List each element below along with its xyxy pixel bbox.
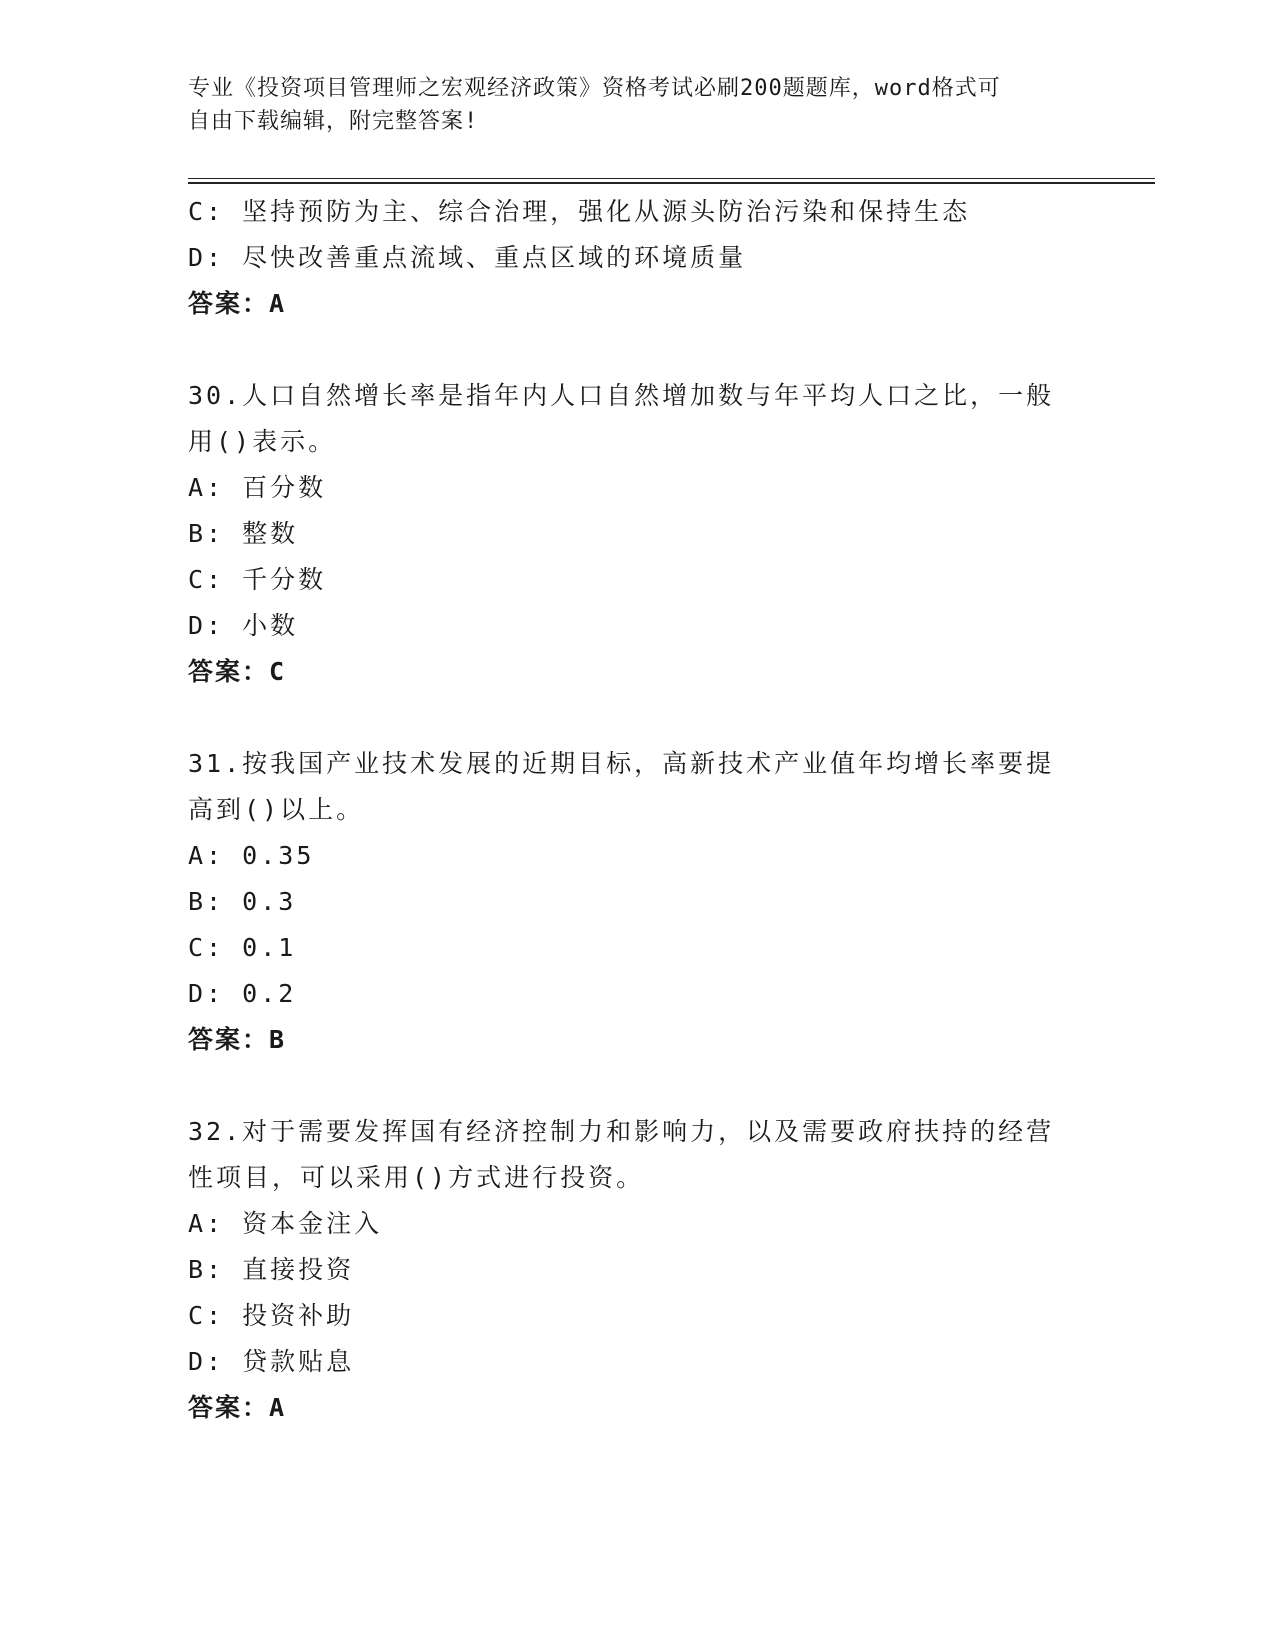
option-text: 整数 <box>242 519 299 548</box>
option-letter: D: <box>188 979 225 1008</box>
option-text: 0.3 <box>242 887 297 916</box>
question-30 <box>188 373 1088 695</box>
question-spacer <box>188 695 1088 741</box>
option-letter: A: <box>188 1209 225 1238</box>
answer-line: 答案：C <box>188 657 287 686</box>
question-stem-line-2: 用()表示。 <box>188 427 337 456</box>
option-text: 尽快改善重点流域、重点区域的环境质量 <box>242 243 747 272</box>
option-d <box>188 603 1088 649</box>
question-stem-line-2: 性项目，可以采用()方式进行投资。 <box>188 1163 645 1192</box>
option-text: 小数 <box>242 611 299 640</box>
question-31 <box>188 741 1088 1063</box>
question-spacer <box>188 1063 1088 1109</box>
question-stem-line-1: 30.人口自然增长率是指年内人口自然增加数与年平均人口之比，一般 <box>188 381 1055 410</box>
option-text: 千分数 <box>242 565 327 594</box>
option-d <box>188 1339 1088 1385</box>
option-d <box>188 971 1088 1017</box>
option-b <box>188 1247 1088 1293</box>
option-text: 直接投资 <box>242 1255 355 1284</box>
question-stem-line-2: 高到()以上。 <box>188 795 365 824</box>
header-line-1: 专业《投资项目管理师之宏观经济政策》资格考试必刷200题题库，word格式可 <box>188 76 1001 101</box>
option-c <box>188 925 1088 971</box>
option-letter: C: <box>188 1301 225 1330</box>
option-letter: C: <box>188 933 225 962</box>
header-line-2: 自由下载编辑，附完整答案! <box>188 109 479 134</box>
option-text: 百分数 <box>242 473 327 502</box>
option-a <box>188 465 1088 511</box>
option-a <box>188 833 1088 879</box>
option-text: 坚持预防为主、综合治理，强化从源头防治污染和保持生态 <box>242 197 971 226</box>
option-letter: B: <box>188 1255 225 1284</box>
option-text: 贷款贴息 <box>242 1347 355 1376</box>
option-text: 投资补助 <box>242 1301 355 1330</box>
option-c <box>188 1293 1088 1339</box>
option-b <box>188 511 1088 557</box>
header-divider-thin <box>188 178 1155 179</box>
answer-line: 答案：A <box>188 1393 287 1422</box>
question-stem-line-1: 32.对于需要发挥国有经济控制力和影响力，以及需要政府扶持的经营 <box>188 1117 1055 1146</box>
option-c <box>188 557 1088 603</box>
header-divider-thick <box>188 182 1155 184</box>
question-spacer <box>188 327 1088 373</box>
option-c <box>188 189 1088 235</box>
document-header <box>188 72 1068 138</box>
option-text: 0.2 <box>242 979 297 1008</box>
option-letter: A: <box>188 473 225 502</box>
option-text: 0.35 <box>242 841 315 870</box>
question-32 <box>188 1109 1088 1431</box>
option-letter: D: <box>188 1347 225 1376</box>
option-letter: B: <box>188 887 225 916</box>
option-d <box>188 235 1088 281</box>
option-a <box>188 1201 1088 1247</box>
option-letter: D: <box>188 611 225 640</box>
option-letter: C: <box>188 197 225 226</box>
question-list <box>188 189 1088 1431</box>
option-text: 资本金注入 <box>242 1209 383 1238</box>
question-stem-line-1: 31.按我国产业技术发展的近期目标，高新技术产业值年均增长率要提 <box>188 749 1055 778</box>
option-b <box>188 879 1088 925</box>
option-letter: A: <box>188 841 225 870</box>
option-letter: B: <box>188 519 225 548</box>
option-text: 0.1 <box>242 933 297 962</box>
question-29-continued <box>188 189 1088 327</box>
answer-line: 答案：B <box>188 1025 287 1054</box>
option-letter: D: <box>188 243 225 272</box>
option-letter: C: <box>188 565 225 594</box>
answer-line: 答案：A <box>188 289 287 318</box>
